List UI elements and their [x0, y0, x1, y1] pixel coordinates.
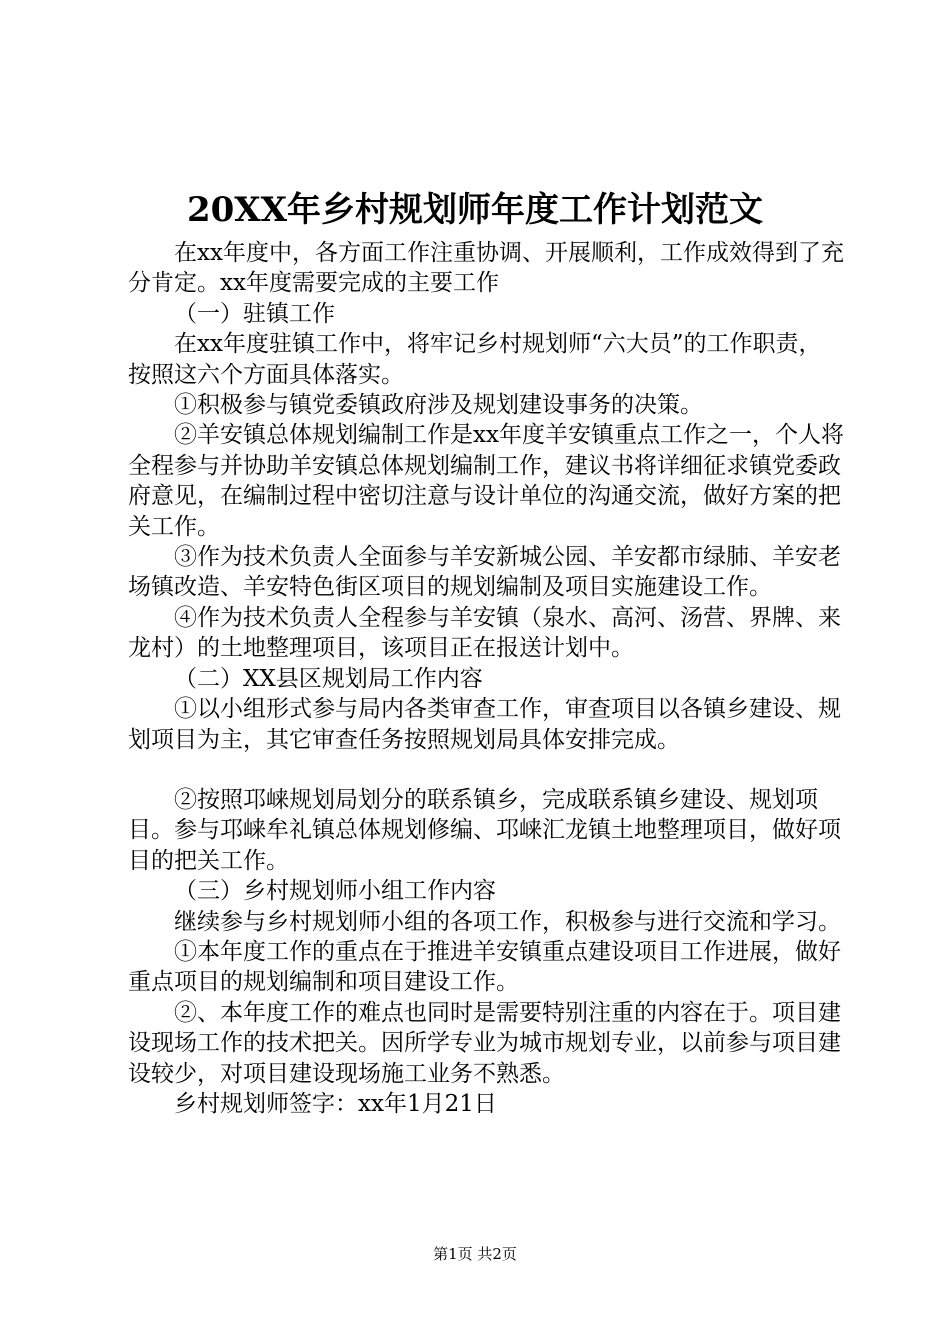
list-item: ①积极参与镇党委镇政府涉及规划建设事务的决策。: [174, 392, 703, 419]
body-paragraph: 在xx年度驻镇工作中，将牢记乡村规划师“六大员”的工作职责，按照这六个方面具体落实。: [128, 331, 822, 388]
document-title: 20XX年乡村规划师年度工作计划范文: [186, 190, 764, 230]
page-number: 第1页 共2页: [433, 1245, 517, 1263]
section-heading-1: （一）驻镇工作: [174, 300, 335, 327]
list-item: ④作为技术负责人全程参与羊安镇（泉水、高河、汤营、界牌、来龙村）的土地整理项目，该项目正在报送计划中。: [128, 604, 841, 662]
list-item: ②、本年度工作的难点也同时是需要特别注重的内容在于。项目建设现场工作的技术把关。因所学专业为城市规划专业，以前参与项目建设较少，对项目建设现场施工业务不熟悉。: [128, 999, 841, 1087]
document-body: [128, 238, 844, 1119]
list-item: ②羊安镇总体规划编制工作是xx年度羊安镇重点工作之一，个人将全程参与并协助羊安镇总体规划编制工作，建议书将详细征求镇党委政府意见，在编制过程中密切注意与设计单位的沟通交流，做好方案的把关工作。: [128, 422, 844, 540]
list-item: ②按照邛崃规划局划分的联系镇乡，完成联系镇乡建设、规划项目。参与邛崃牟礼镇总体规划修编、邛崃汇龙镇土地整理项目，做好项目的把关工作。: [128, 786, 841, 874]
list-item: ①本年度工作的重点在于推进羊安镇重点建设项目工作进展，做好重点项目的规划编制和项目建设工作。: [128, 938, 841, 996]
section-heading-3: （三）乡村规划师小组工作内容: [174, 878, 496, 905]
intro-paragraph: 在xx年度中，各方面工作注重协调、开展顺利，工作成效得到了充分肯定。xx年度需要完成的主要工作: [128, 240, 844, 297]
section-heading-2: （二）XX县区规划局工作内容: [174, 665, 483, 692]
list-item: ③作为技术负责人全面参与羊安新城公园、羊安都市绿肺、羊安老场镇改造、羊安特色街区项目的规划编制及项目实施建设工作。: [128, 544, 841, 601]
signature-line: 乡村规划师签字：xx年1月21日: [174, 1090, 497, 1117]
list-item: ①以小组形式参与局内各类审查工作，审查项目以各镇乡建设、规划项目为主，其它审查任务按照规划局具体安排完成。: [128, 696, 841, 753]
body-paragraph: 继续参与乡村规划师小组的各项工作，积极参与进行交流和学习。: [174, 908, 841, 935]
